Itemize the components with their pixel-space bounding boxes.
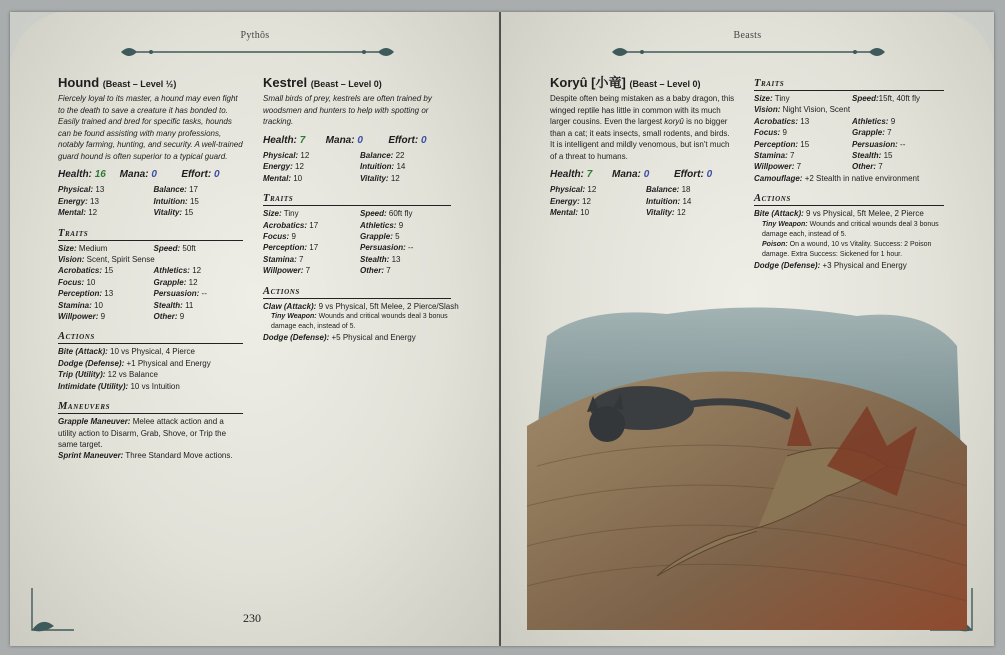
health-value: 16: [94, 169, 106, 180]
hound-skills: [58, 265, 243, 322]
mana-label: Mana:: [325, 134, 355, 146]
camouflage-label: Camouflage:: [754, 173, 803, 183]
health-value: 7: [299, 134, 306, 146]
skill-value: 12: [192, 266, 202, 276]
attr-value: 22: [395, 150, 405, 160]
koryu-pools: [550, 169, 736, 180]
koryu-title: [550, 75, 736, 92]
attr-value: 15: [189, 196, 199, 206]
attr-value: 12: [587, 185, 597, 195]
skill-value: 7: [887, 128, 892, 138]
attr-value: 12: [295, 162, 304, 172]
hound-title: [58, 75, 243, 92]
koryu-illustration: [527, 296, 967, 630]
attr-label: Energy:: [58, 196, 88, 206]
running-head-left: Pythôs: [240, 30, 270, 41]
attr-label: Intuition:: [646, 196, 681, 206]
action-label: Intimidate (Utility):: [58, 381, 129, 391]
skill-value: 12: [188, 277, 198, 287]
hound-traits-heading: Traits: [58, 227, 243, 241]
mana-value: 0: [357, 134, 363, 146]
desc-emphasis: koryû: [664, 117, 684, 126]
attr-value: 14: [396, 162, 406, 172]
kestrel-claw-action: [263, 301, 459, 312]
skill-value: 5: [395, 231, 400, 241]
speed-label: Speed:: [852, 94, 879, 103]
maneuver-text: Three Standard Move actions.: [125, 451, 233, 461]
speed-value: 15ft, 40ft fly: [878, 94, 921, 103]
skill-value: 17: [309, 220, 319, 230]
running-head-right: Beasts: [733, 30, 762, 41]
attr-label: Vitality:: [360, 173, 389, 183]
skill-label: Focus:: [263, 231, 290, 241]
attr-label: Balance:: [646, 185, 680, 195]
skill-value: --: [900, 139, 906, 149]
size-label: Size:: [58, 243, 77, 253]
mana-label: Mana:: [612, 169, 641, 180]
skill-label: Acrobatics:: [263, 220, 308, 230]
kestrel-dodge-action: [263, 332, 451, 343]
hound-pools: [58, 169, 243, 180]
skill-value: 7: [796, 162, 802, 172]
attr-value: 17: [189, 185, 198, 195]
action-text: 12 vs Balance: [107, 370, 158, 380]
skill-value: 7: [299, 254, 304, 264]
skill-value: 15: [104, 266, 114, 276]
desc-part: is no bigger than a cat; it eats insects, small rodents, and birds. It is intelligent and mildly venomous, but isn't much of a threat to humans.: [550, 117, 730, 161]
skill-label: Perception:: [263, 243, 308, 253]
action-label: Dodge (Defense):: [263, 332, 330, 342]
effort-label: Effort:: [674, 169, 704, 180]
skill-value: 15: [883, 151, 893, 161]
kestrel-level: (Beast – Level 0): [310, 79, 382, 89]
skill-label: Other:: [153, 312, 178, 322]
koryu-vision: [754, 104, 944, 115]
health-value: 7: [586, 169, 593, 180]
koryu-tiny-weapon: [754, 220, 944, 240]
koryu-attributes: [550, 184, 736, 218]
subaction-label: Tiny Weapon:: [762, 220, 808, 228]
koryu-traits: [754, 93, 944, 104]
skill-label: Stamina:: [263, 254, 297, 264]
attr-value: 10: [580, 208, 590, 218]
skill-value: --: [201, 289, 207, 299]
koryu-description: [550, 93, 736, 162]
speed-value: 60ft fly: [388, 209, 413, 219]
skill-value: 9: [398, 220, 404, 230]
skill-label: Grapple:: [153, 277, 187, 287]
koryu-name: Koryû [小竜]: [550, 75, 626, 90]
subaction-text: Wounds and critical wounds deal 3 bonus damage each, instead of 5.: [271, 312, 448, 330]
skill-label: Stealth:: [360, 254, 390, 264]
vision-label: Vision:: [58, 255, 85, 265]
attr-value: 13: [95, 185, 105, 195]
subaction-text: On a wound, 10 vs Vitality. Success: 2 Poison damage. Extra Success: Sickened for 1 hour.: [762, 240, 932, 258]
vision-value: Scent, Spirit Sense: [86, 255, 155, 265]
skill-label: Willpower:: [263, 266, 304, 276]
koryu-skills: [754, 116, 944, 173]
subaction-text: Wounds and critical wounds deal 3 bonus damage each, instead of 5.: [762, 220, 939, 238]
corner-ornament-tr: [946, 12, 994, 60]
kestrel-statblock: [263, 75, 459, 343]
skill-label: Stamina:: [58, 300, 92, 310]
action-text: +3 Physical and Energy: [822, 260, 907, 270]
vision-value: Night Vision, Scent: [782, 105, 851, 115]
speed-label: Speed:: [153, 243, 181, 253]
health-label: Health:: [550, 169, 584, 180]
hound-attributes: [58, 184, 243, 218]
skill-label: Other:: [360, 266, 384, 276]
skill-value: 13: [104, 289, 114, 299]
attr-label: Balance:: [153, 185, 187, 195]
attr-label: Intuition:: [153, 196, 188, 206]
attr-value: 10: [293, 173, 303, 183]
skill-value: 13: [391, 254, 401, 264]
attr-label: Intuition:: [360, 162, 395, 172]
attr-value: 12: [300, 150, 310, 160]
skill-label: Other:: [852, 162, 876, 172]
skill-value: --: [408, 243, 414, 253]
subaction-label: Poison:: [762, 240, 788, 248]
speed-value: 50ft: [182, 243, 196, 253]
size-label: Size:: [263, 209, 282, 219]
size-value: Tiny: [774, 94, 790, 103]
camouflage-value: +2 Stealth in native environment: [804, 173, 920, 183]
effort-label: Effort:: [181, 169, 212, 180]
action-label: Bite (Attack):: [754, 209, 804, 219]
attr-label: Physical:: [550, 185, 586, 195]
skill-value: 10: [86, 277, 96, 287]
skill-label: Stamina:: [754, 151, 788, 161]
skill-label: Stealth:: [852, 151, 882, 161]
speed-label: Speed:: [360, 209, 387, 219]
skill-value: 9: [100, 312, 106, 322]
effort-value: 0: [420, 134, 427, 146]
koryu-traits-heading: Traits: [754, 77, 944, 91]
action-label: Bite (Attack):: [58, 347, 108, 357]
attr-label: Physical:: [58, 185, 94, 195]
attr-label: Balance:: [360, 150, 394, 160]
maneuver-text: Melee attack action and a utility action to Disarm, Grab, Shove, or Trip the same target.: [58, 417, 227, 449]
hound-action: [58, 381, 243, 392]
attr-label: Mental:: [58, 208, 86, 218]
skill-label: Acrobatics:: [754, 116, 799, 126]
kestrel-title: [263, 75, 451, 92]
koryu-level: (Beast – Level 0): [629, 79, 701, 89]
skill-value: 7: [305, 266, 311, 276]
attr-label: Physical:: [263, 150, 299, 160]
skill-label: Persuasion:: [153, 289, 200, 299]
corner-ornament-bl: [28, 586, 76, 634]
corner-ornament-tl: [10, 12, 58, 60]
action-text: 9 vs Physical, 5ft Melee, 2 Pierce: [806, 209, 924, 219]
hound-maneuvers-heading: Maneuvers: [58, 400, 243, 414]
kestrel-tiny-weapon: [263, 312, 451, 332]
kestrel-name: Kestrel: [263, 75, 308, 90]
skill-value: 15: [800, 139, 810, 149]
attr-label: Energy:: [550, 196, 580, 206]
hound-description: Fiercely loyal to its master, a hound may even fight to the death to save a creature it has bonded to. Easily trained and bred for specific tasks, hounds can be found assisting with many professions, notably farming, hunting, and security. A well-trained guard hound is often superior to a typical guard.: [58, 94, 243, 161]
skill-label: Athletics:: [360, 220, 397, 230]
hound-name: Hound: [58, 75, 100, 90]
skill-value: 9: [890, 116, 896, 126]
koryu-camouflage: [754, 173, 944, 184]
skill-value: 7: [386, 266, 391, 276]
action-text: 9 vs Physical, 5ft Melee, 2 Pierce/Slash: [318, 301, 459, 311]
attr-label: Energy:: [263, 162, 293, 172]
skill-label: Athletics:: [852, 116, 889, 126]
mana-label: Mana:: [119, 169, 149, 180]
skill-label: Acrobatics:: [58, 266, 103, 276]
skill-value: 13: [800, 116, 810, 126]
hound-traits: [58, 243, 243, 254]
kestrel-pools: [263, 135, 451, 146]
hound-vision: [58, 254, 243, 265]
attr-value: 14: [682, 196, 692, 206]
action-label: Dodge (Defense):: [754, 260, 821, 270]
maneuver-label: Sprint Maneuver:: [58, 451, 124, 461]
attr-label: Vitality:: [646, 208, 675, 218]
kestrel-actions-heading: Actions: [263, 285, 451, 299]
koryu-dodge-action: [754, 260, 944, 271]
kestrel-traits: [263, 208, 451, 276]
action-label: Dodge (Defense):: [58, 358, 125, 368]
action-text: +5 Physical and Energy: [331, 332, 416, 342]
action-text: 10 vs Physical, 4 Pierce: [110, 347, 195, 357]
koryu-traits-column: [754, 77, 944, 271]
skill-label: Persuasion:: [360, 243, 406, 253]
kestrel-description: Small birds of prey, kestrels are often trained by woodsmen and hunters to help with spotting or tracking.: [263, 94, 432, 126]
action-text: 10 vs Intuition: [130, 381, 180, 391]
page-number-left: 230: [243, 611, 261, 625]
effort-value: 0: [706, 169, 713, 180]
hound-action: [58, 369, 243, 380]
vision-label: Vision:: [754, 105, 781, 115]
mana-value: 0: [151, 169, 157, 180]
left-page: [10, 12, 500, 646]
skill-label: Focus:: [754, 128, 781, 138]
desc-part: Despite often being mistaken as a baby dragon, this winged reptile has little in common with its much larger cousins. Even the largest: [550, 94, 735, 126]
hound-level: (Beast – Level ½): [102, 79, 177, 89]
mana-value: 0: [643, 169, 650, 180]
health-label: Health:: [58, 169, 92, 180]
size-value: Medium: [78, 243, 108, 253]
skill-label: Focus:: [58, 277, 85, 287]
hound-action: [58, 346, 243, 357]
skill-label: Stealth:: [153, 300, 183, 310]
skill-label: Persuasion:: [852, 139, 898, 149]
attr-label: Vitality:: [153, 208, 183, 218]
hound-action: [58, 358, 243, 369]
action-label: Trip (Utility):: [58, 370, 106, 380]
skill-label: Perception:: [754, 139, 799, 149]
skill-value: 9: [291, 231, 296, 241]
size-value: Tiny: [283, 209, 299, 219]
effort-label: Effort:: [388, 134, 419, 146]
skill-label: Grapple:: [360, 231, 393, 241]
skill-value: 10: [94, 300, 103, 310]
health-label: Health:: [263, 134, 297, 146]
skill-label: Athletics:: [153, 266, 190, 276]
hound-statblock: [58, 75, 243, 462]
koryu-actions-heading: Actions: [754, 192, 944, 206]
attr-label: Mental:: [263, 173, 291, 183]
hound-actions-heading: Actions: [58, 330, 243, 344]
action-label: Claw (Attack):: [263, 301, 317, 311]
attr-value: 12: [88, 208, 98, 218]
header-ornament-left: [115, 42, 400, 62]
hound-maneuver: [58, 416, 243, 450]
attr-value: 18: [681, 185, 691, 195]
skill-value: 7: [790, 151, 795, 161]
skill-label: Willpower:: [754, 162, 795, 172]
koryu-bite-action: [754, 208, 944, 219]
skill-value: 9: [179, 312, 185, 322]
attr-value: 15: [184, 208, 194, 218]
kestrel-attributes: [263, 150, 451, 184]
skill-label: Perception:: [58, 289, 103, 299]
effort-value: 0: [213, 169, 220, 180]
subaction-label: Tiny Weapon:: [271, 312, 317, 320]
maneuver-label: Grapple Maneuver:: [58, 417, 131, 427]
header-ornament-right: [606, 42, 891, 62]
attr-value: 12: [676, 208, 686, 218]
action-text: +1 Physical and Energy: [126, 358, 211, 368]
skill-value: 7: [878, 162, 883, 172]
koryu-statblock: [550, 75, 736, 219]
skill-value: 17: [309, 243, 319, 253]
kestrel-traits-heading: Traits: [263, 192, 451, 206]
skill-value: 11: [185, 300, 194, 310]
skill-label: Willpower:: [58, 312, 99, 322]
attr-value: 12: [390, 173, 400, 183]
hound-maneuver: [58, 450, 243, 461]
attr-value: 13: [90, 196, 99, 206]
attr-label: Mental:: [550, 208, 578, 218]
attr-value: 12: [582, 196, 591, 206]
skill-label: Grapple:: [852, 128, 885, 138]
size-label: Size:: [754, 94, 773, 103]
skill-value: 9: [782, 128, 787, 138]
koryu-poison: [754, 240, 944, 260]
